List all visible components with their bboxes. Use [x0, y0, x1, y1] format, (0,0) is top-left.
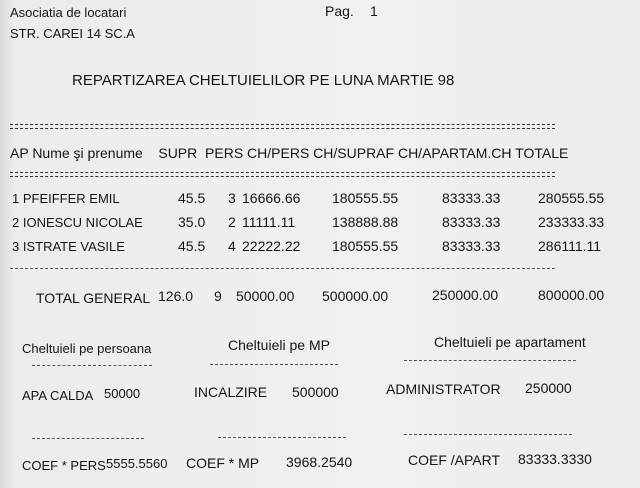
double-separator-header — [10, 172, 555, 177]
coef-mp-value: 3968.2540 — [286, 454, 353, 470]
cell-supr: 35.0 — [178, 214, 206, 230]
item-administrator: ADMINISTRATOR — [386, 381, 501, 397]
cell-supr: 45.5 — [178, 190, 206, 206]
cell-ch-pers: 16666.66 — [242, 190, 301, 206]
cell-ch-apartam: 83333.33 — [442, 190, 501, 206]
total-supr: 126.0 — [158, 288, 194, 304]
cell-ch-totale: 280555.55 — [538, 190, 605, 206]
page-label: Pag. — [325, 3, 354, 19]
cell-ch-supraf: 180555.55 — [332, 190, 399, 206]
item-apa-calda: APA CALDA — [22, 388, 94, 403]
table-column-header: AP Nume şi prenume SUPR PERS CH/PERS CH/SUPRAF CH/APARTAM.CH TOTALE — [10, 145, 569, 161]
coef-pers-label: COEF * PERS — [22, 458, 106, 473]
coef-mp-label: COEF * MP — [186, 455, 260, 471]
cell-ch-totale: 233333.33 — [538, 214, 605, 230]
cell-ap-name: 1 PFEIFFER EMIL — [12, 191, 120, 206]
cell-ch-supraf: 180555.55 — [332, 238, 399, 254]
coef-apart-value: 83333.3330 — [518, 451, 592, 467]
cell-pers: 2 — [228, 214, 236, 230]
separator-per-mp — [210, 364, 338, 365]
separator-coef-person — [32, 438, 144, 439]
separator-per-apartment — [404, 360, 576, 361]
cell-pers: 4 — [228, 238, 236, 254]
cell-ap-name: 2 IONESCU NICOLAE — [12, 215, 143, 230]
cell-ch-pers: 22222.22 — [242, 238, 301, 254]
coef-pers-value: 5555.5560 — [106, 456, 168, 471]
cell-pers: 3 — [228, 190, 236, 206]
cell-ch-supraf: 138888.88 — [332, 214, 399, 230]
cell-supr: 45.5 — [178, 238, 206, 254]
value-apa-calda: 50000 — [104, 386, 141, 401]
document-title: REPARTIZAREA CHELTUIELILOR PE LUNA MARTIE 98 — [72, 72, 455, 89]
double-separator-top — [10, 124, 555, 129]
cell-ch-totale: 286111.11 — [538, 238, 602, 254]
coef-apart-label: COEF /APART — [408, 452, 501, 468]
total-ch-supraf: 500000.00 — [322, 288, 389, 304]
separator-coef-apartment — [404, 434, 572, 435]
association-name: Asociatia de locatari — [10, 5, 127, 20]
separator-coef-mp — [218, 437, 346, 438]
total-ch-totale: 800000.00 — [538, 287, 605, 303]
total-label: TOTAL GENERAL — [36, 290, 151, 306]
heading-per-apartment: Cheltuieli pe apartament — [434, 334, 586, 350]
heading-per-person: Cheltuieli pe persoana — [22, 341, 152, 356]
total-ch-apartam: 250000.00 — [432, 287, 499, 303]
cell-ch-apartam: 83333.33 — [442, 214, 501, 230]
cell-ch-pers: 11111.11 — [242, 214, 296, 230]
single-separator-total — [10, 268, 555, 269]
value-incalzire: 500000 — [292, 384, 339, 400]
cell-ch-apartam: 83333.33 — [442, 238, 501, 254]
total-ch-pers: 50000.00 — [236, 288, 295, 304]
heading-per-mp: Cheltuieli pe MP — [228, 337, 330, 353]
association-address: STR. CAREI 14 SC.A — [10, 26, 135, 41]
cell-ap-name: 3 ISTRATE VASILE — [12, 239, 125, 254]
page-number: 1 — [370, 3, 378, 19]
separator-per-person — [32, 365, 152, 366]
item-incalzire: INCALZIRE — [194, 384, 268, 400]
value-administrator: 250000 — [525, 380, 572, 396]
total-pers: 9 — [214, 288, 222, 304]
